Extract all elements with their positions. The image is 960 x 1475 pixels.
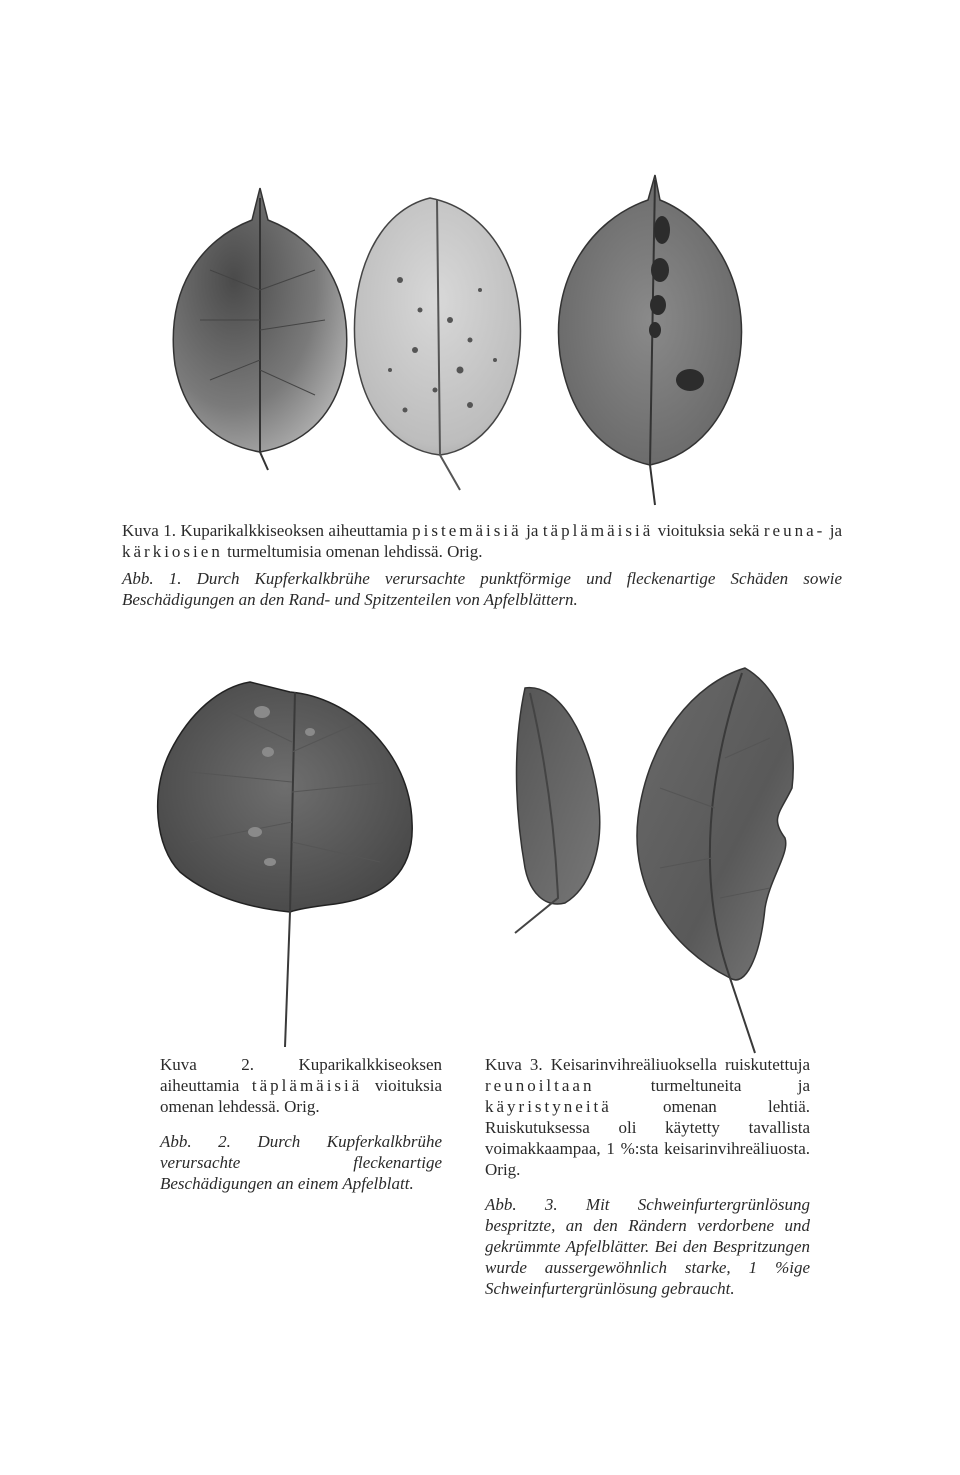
caption-de: Abb. 3. Mit Schweinfurtergrünlösung bespritzte, an den Rändern verdorbene und gekrümmte Apfelblätter. Bei den Bespritzungen wurde aussergewöhnlich starke, 1 %ige Schweinfurtergrünlösung gebraucht. — [485, 1195, 810, 1298]
caption-text: vioituksia omenan lehdessä. Orig. — [160, 1076, 442, 1116]
caption-text: Kuva 1. Kuparikalkkiseoksen aiheuttamia — [122, 521, 413, 540]
caption-spaced-term: käyristyneitä — [485, 1097, 612, 1116]
caption-de: Abb. 1. Durch Kupferkalkbrühe verursachte punktförmige und fleckenartige Schäden sowie Beschädigungen an den Rand- und Spitzenteilen von Apfelblättern. — [122, 569, 842, 609]
caption-spaced-term: täplämäisiä — [542, 521, 654, 540]
figure-1-leaves-photo — [150, 170, 800, 515]
caption-text: Kuva 2. Kuparikalkkiseoksen aiheuttamia — [160, 1055, 442, 1095]
figure-3-leaves-photo — [480, 648, 820, 1063]
leaf-curled-left — [515, 688, 600, 933]
figure-3-caption — [485, 1054, 810, 1299]
leaf-2-center — [354, 198, 520, 490]
figure-1-caption — [122, 520, 842, 610]
caption-fi — [160, 1054, 442, 1117]
caption-de: Abb. 2. Durch Kupferkalkbrühe verursachte fleckenartige Beschädigungen an einem Apfelblatt. — [160, 1132, 442, 1193]
caption-text: turmeltumisia omenan lehdissä. Orig. — [222, 542, 483, 561]
leaf-3-right — [558, 175, 741, 505]
caption-text: ja — [825, 521, 842, 540]
caption-spaced-term: reunoiltaan — [485, 1076, 595, 1095]
caption-fi — [485, 1054, 810, 1180]
leaf-curled-right — [637, 668, 793, 1053]
caption-fi — [122, 520, 842, 562]
caption-text: ja — [521, 521, 543, 540]
figure-2-caption — [160, 1054, 442, 1194]
leaf-1-left — [173, 188, 346, 470]
caption-text: omenan lehtiä. Ruiskutuksessa oli käytetty tavallista voimakkaampaa, 1 %:sta keisarinvihreäliuosta. Orig. — [485, 1097, 810, 1179]
caption-text: turmeltuneita ja — [594, 1076, 810, 1095]
caption-spaced-term: kärkiosien — [122, 542, 223, 561]
caption-spaced-term: reuna- — [763, 521, 826, 540]
caption-spaced-term: täplämäisiä — [251, 1076, 363, 1095]
caption-spaced-term: pistemäisiä — [412, 521, 522, 540]
caption-text: vioituksia sekä — [653, 521, 764, 540]
caption-text: Kuva 3. Keisarinvihreäliuoksella ruiskutettuja — [485, 1055, 810, 1074]
figure-2-leaf-photo — [150, 672, 425, 1052]
